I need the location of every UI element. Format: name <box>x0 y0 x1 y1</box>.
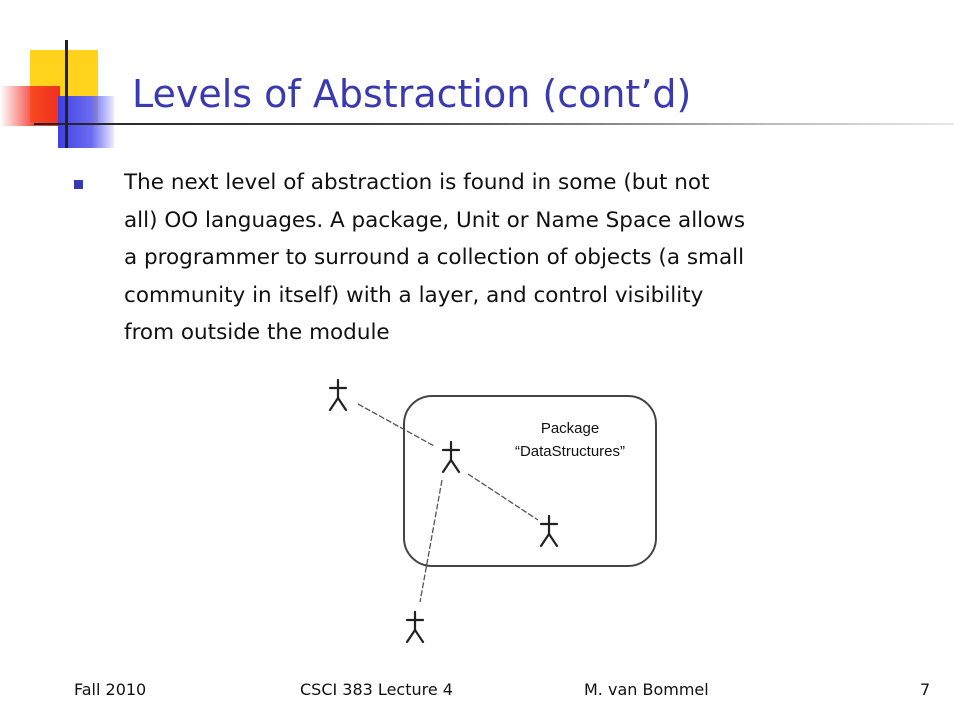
slide-title: Levels of Abstraction (cont’d) <box>132 72 692 116</box>
bullet-line: a programmer to surround a collection of objects (a small <box>124 245 745 270</box>
link-outside-top-to-center <box>358 404 434 446</box>
link-center-to-right <box>468 474 538 520</box>
bullet-line: The next level of abstraction is found in some (but not <box>124 170 710 195</box>
object-figure-icon <box>443 442 459 472</box>
object-figure-icon <box>330 380 346 410</box>
footer-term: Fall 2010 <box>74 680 147 699</box>
package-label-line1: Package <box>540 420 600 437</box>
object-figure-icon <box>541 516 557 546</box>
bullet-line: all) OO languages. A package, Unit or Name Space allows <box>124 207 746 233</box>
link-center-to-bottom <box>420 480 442 602</box>
package-label-line2: “DataStructures” <box>514 443 626 460</box>
object-figure-icon <box>407 612 423 642</box>
bullet-line: from outside the module <box>124 320 390 345</box>
bullet-line: community in itself) with a layer, and control visibility <box>124 282 704 308</box>
footer-page-number: 7 <box>920 680 931 699</box>
footer-course: CSCI 383 Lecture 4 <box>300 680 453 699</box>
footer-author: M. van Bommel <box>584 680 709 699</box>
